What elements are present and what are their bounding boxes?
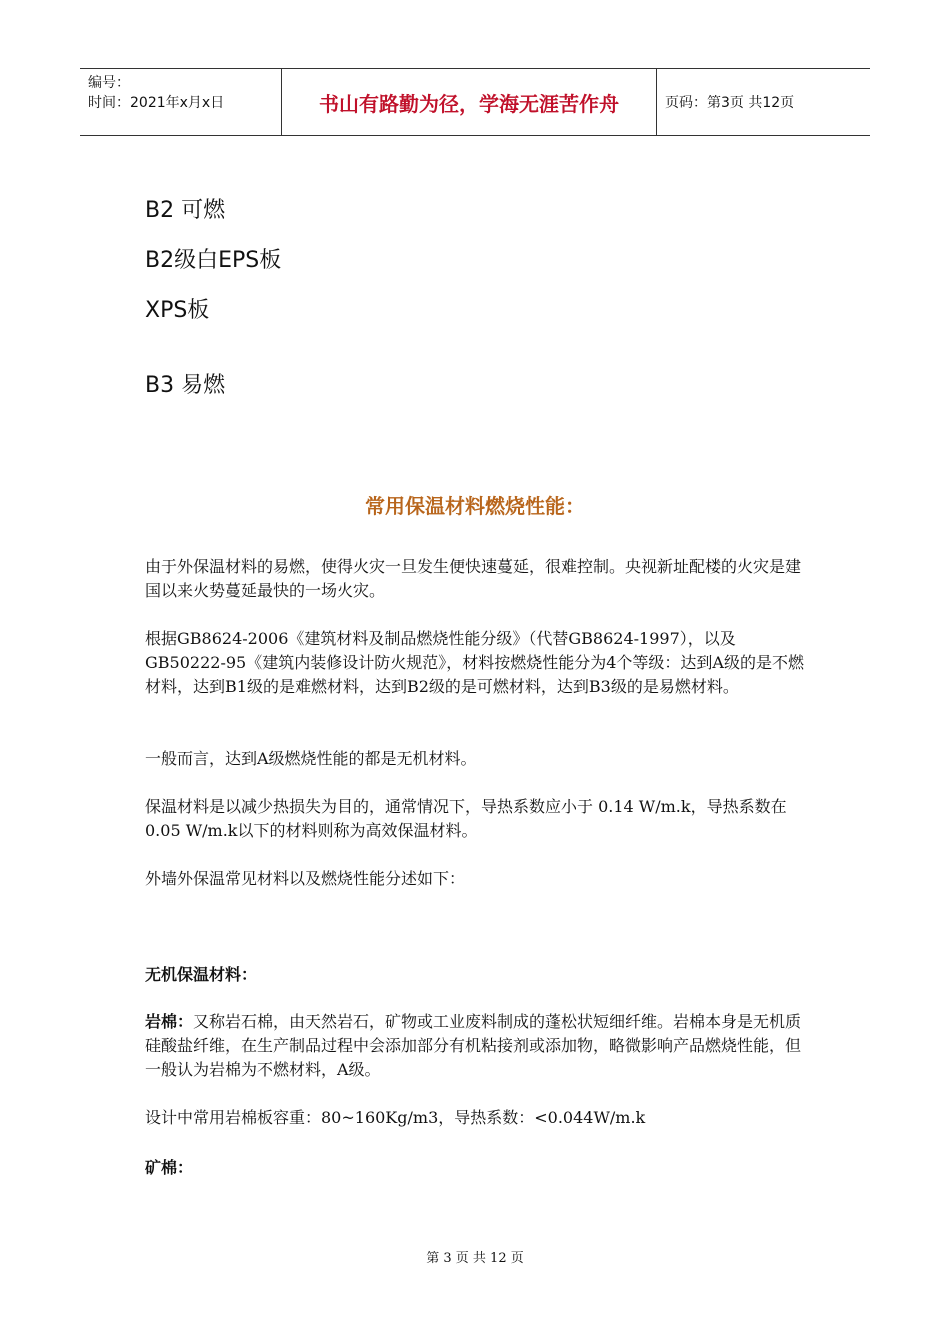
page-header xyxy=(80,68,870,136)
paragraph-fire-spread: 由于外保温材料的易燃，使得火灾一旦发生便快速蔓延，很难控制。央视新址配楼的火灾是建国以来火势蔓延最快的一场火灾。 xyxy=(145,557,802,600)
header-motto: 书山有路勤为径，学海无涯苦作舟 xyxy=(282,69,657,135)
paragraph-inorganic-a: 一般而言，达到A级燃烧性能的都是无机材料。 xyxy=(145,749,477,768)
mineral-wool-heading: 矿棉： xyxy=(145,1158,194,1177)
grade-b2-eps-board: B2级白EPS板 xyxy=(145,248,282,273)
page-footer: 第 3 页 共 12 页 xyxy=(426,1251,524,1266)
header-page-info: 页码：第3页 共12页 xyxy=(665,95,795,111)
paragraph-thermal-conductivity: 保温材料是以减少热损失为目的，通常情况下，导热系数应小于 0.14 W/m.k，导热系数在0.05 W/m.k以下的材料则称为高效保温材料。 xyxy=(145,797,787,840)
rock-wool-paragraph xyxy=(145,1010,815,1082)
rock-wool-text: 又称岩石棉，由天然岩石，矿物或工业废料制成的蓬松状短细纤维。岩棉本身是无机质硅酸盐纤维，在生产制品过程中会添加部分有机粘接剂或添加物，略微影响产品燃烧性能，但一般认为岩棉为不燃材料，A级。 xyxy=(145,1012,802,1079)
grade-b2-flammable: B2 可燃 xyxy=(145,198,226,223)
header-meta xyxy=(80,69,282,135)
section-title: 常用保温材料燃烧性能： xyxy=(365,494,585,518)
paragraph-intro-list: 外墙外保温常见材料以及燃烧性能分述如下： xyxy=(145,869,466,888)
date-label: 时间：2021年x月x日 xyxy=(88,95,225,111)
inorganic-heading: 无机保温材料： xyxy=(145,965,258,984)
grade-b3-highly-flammable: B3 易燃 xyxy=(145,373,226,398)
grade-xps-board: XPS板 xyxy=(145,298,210,323)
number-label: 编号： xyxy=(88,75,130,91)
paragraph-standards: 根据GB8624-2006《建筑材料及制品燃烧性能分级》（代替GB8624-1997），以及GB50222-95《建筑内装修设计防火规范》，材料按燃烧性能分为4个等级：达到A级的是不燃材料，达到B1级的是难燃材料，达到B2级的是可燃材料，达到B3级的是易燃材料。 xyxy=(145,629,804,696)
rock-wool-spec: 设计中常用岩棉板容重：80~160Kg/m3，导热系数：<0.044W/m.k xyxy=(145,1108,646,1127)
rock-wool-term: 岩棉： xyxy=(145,1012,194,1031)
